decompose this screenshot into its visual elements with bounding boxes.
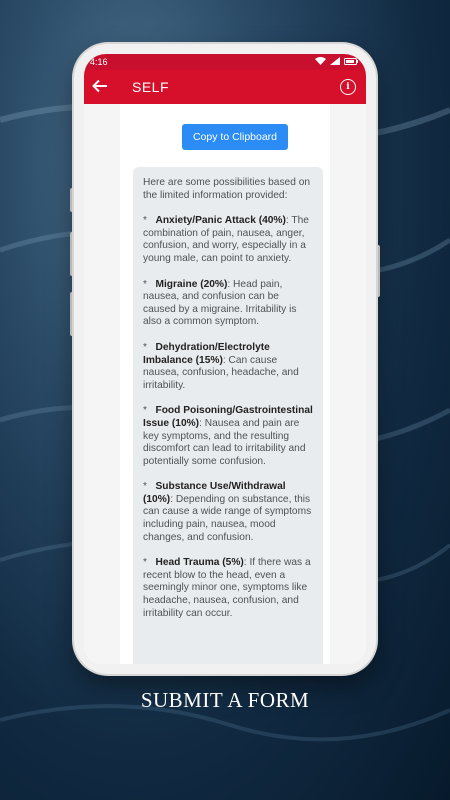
response-text-box[interactable] <box>133 167 323 664</box>
list-item: * Migraine (20%): Head pain, nausea, and confusion can be caused by a migraine. Irritability is also a common symptom. <box>143 278 297 328</box>
list-item: * Dehydration/Electrolyte Imbalance (15%): Can cause nausea, confusion, headache, and irritability. <box>143 341 299 391</box>
phone-screen <box>84 54 366 664</box>
list-item: * Food Poisoning/Gastrointestinal Issue (10%): Nausea and pain are key symptoms, and the resulting discomfort can lead to irritability and potentially some confusion. <box>143 405 313 467</box>
phone-power-button <box>376 245 380 297</box>
wifi-icon <box>315 57 326 67</box>
signal-icon <box>330 57 340 67</box>
content-area <box>84 104 366 664</box>
list-item: * Substance Use/Withdrawal (10%): Depending on substance, this can cause a wide range of symptoms including pain, nausea, mood changes, and confusion. <box>143 481 312 543</box>
page-title: SELF <box>132 79 170 95</box>
response-intro: Here are some possibilities based on the limited information provided: <box>143 177 311 201</box>
status-bar <box>84 54 366 70</box>
battery-icon <box>344 58 358 67</box>
info-icon[interactable]: i <box>340 79 356 95</box>
list-item: * Anxiety/Panic Attack (40%): The combination of pain, nausea, anger, confusion, and worry, especially in a young male, can point to anxiety. <box>143 215 309 264</box>
promo-caption: SUBMIT A FORM <box>140 688 310 712</box>
status-icons <box>315 57 358 67</box>
list-item: * Head Trauma (5%): If there was a recent blow to the head, even a seemingly minor one, symptoms like headache, nausea, confusion, and irritability can occur. <box>143 557 311 619</box>
status-time: 4:16 <box>90 57 108 67</box>
phone-frame <box>74 44 376 674</box>
back-arrow-icon[interactable] <box>92 78 122 96</box>
app-bar <box>84 70 366 104</box>
response-card <box>120 104 330 664</box>
copy-to-clipboard-button[interactable]: Copy to Clipboard <box>182 124 288 150</box>
